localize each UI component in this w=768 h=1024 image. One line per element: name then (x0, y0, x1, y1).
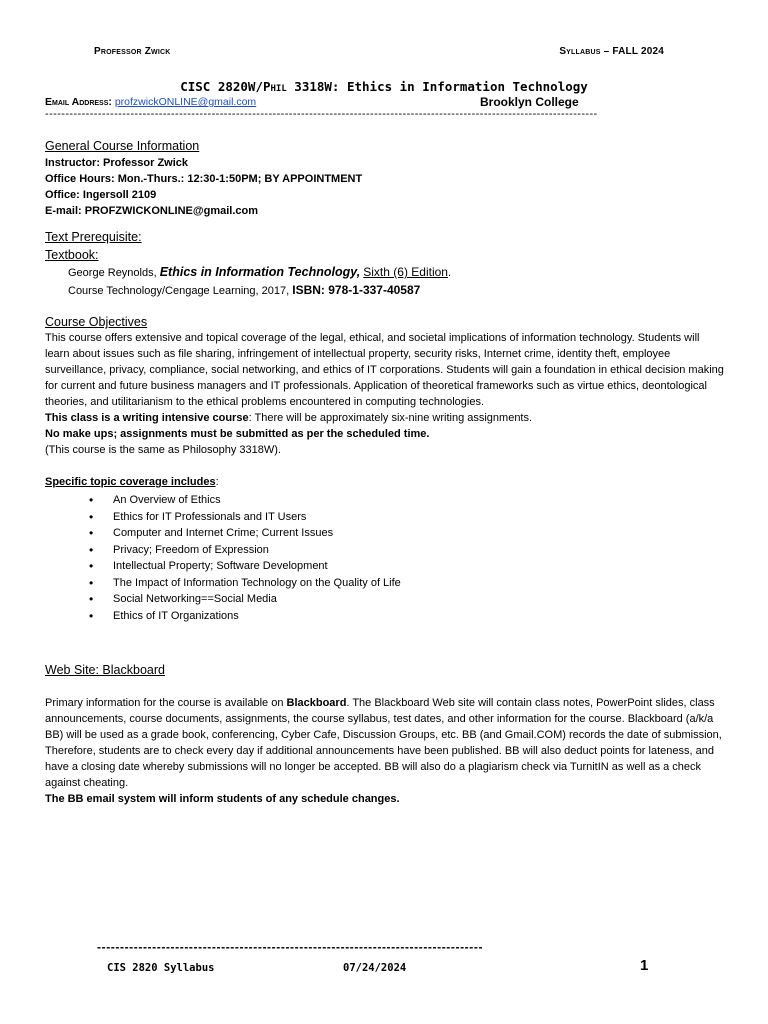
office-hours-line: Office Hours: Mon.-Thurs.: 12:30-1:50PM; BY APPOINTMENT (45, 173, 363, 185)
website-heading: Web Site: Blackboard (45, 663, 165, 677)
main-content (45, 139, 725, 807)
text-prereq-heading: Text Prerequisite: (45, 230, 142, 244)
list-item: • Computer and Internet Crime; Current Issues (45, 525, 725, 542)
list-item: • Ethics of IT Organizations (45, 608, 725, 625)
list-item: • The Impact of Information Technology on the Quality of Life (45, 575, 725, 592)
topics-heading: Specific topic coverage includes: (45, 476, 219, 488)
list-item: • Ethics for IT Professionals and IT Users (45, 509, 725, 526)
general-section (45, 139, 725, 219)
no-makeups-note: No make ups; assignments must be submitted as per the scheduled time. (45, 428, 430, 440)
writing-intensive-note: This class is a writing intensive course: There will be approximately six-nine writing assignments. (45, 412, 533, 424)
header-separator: ---------------------------------------------------------------------------------------------------------------------------------------- (45, 108, 598, 120)
website-section (45, 662, 725, 807)
website-body: Primary information for the course is available on Blackboard. The Blackboard Web site will contain class notes, PowerPoint slides, class announcements, course documents, assignments, the course syllabus, test dates, and other information for the course. Blackboard (a/k/a BB) will be used as a grade book, conferencing, Cyber Cafe, Discussion Groups, etc. BB (and Gmail.COM) records the date of submission, Therefore, students are to check every day if additional announcements have been published. BB will also deduct points for lateness, and have a closing date whereby submissions will no longer be accepted. BB will also do a plagiarism check via TurnitIN as well as a check against cheating. (45, 697, 722, 789)
page-number: 1 (640, 957, 649, 974)
text-prereq-section (45, 228, 725, 300)
list-item: • An Overview of Ethics (45, 492, 725, 509)
textbook-publisher-line: Course Technology/Cengage Learning, 2017, ISBN: 978-1-337-40587 (68, 283, 421, 297)
email-line: E-mail: PROFZWICKONLINE@gmail.com (45, 205, 259, 217)
college-name: Brooklyn College (480, 95, 579, 109)
course-title: CISC 2820W/Phil 3318W: Ethics in Information Technology (180, 79, 588, 94)
same-as-note: (This course is the same as Philosophy 3318W). (45, 444, 281, 456)
general-heading: General Course Information (45, 139, 200, 153)
list-item: • Privacy; Freedom of Expression (45, 542, 725, 559)
list-item: • Social Networking==Social Media (45, 591, 725, 608)
objectives-heading: Course Objectives (45, 315, 148, 329)
topics-list (45, 492, 725, 624)
email-label: Email Address: (45, 96, 115, 108)
email-link[interactable]: profzwickONLINE@gmail.com (114, 96, 257, 108)
footer-date: 07/24/2024 (343, 962, 407, 974)
header-professor: Professor Zwick (94, 46, 171, 57)
footer-separator: ------------------------------------------------------------------------------------ (97, 940, 484, 954)
footer-course: CIS 2820 Syllabus (107, 962, 215, 974)
instructor-line: Instructor: Professor Zwick (45, 157, 189, 169)
office-line: Office: Ingersoll 2109 (45, 189, 157, 201)
list-item: • Intellectual Property; Software Development (45, 558, 725, 575)
textbook-heading: Textbook: (45, 248, 99, 262)
topics-section (45, 474, 725, 624)
header-syllabus-term: Syllabus – FALL 2024 (559, 46, 664, 57)
bb-email-note: The BB email system will inform students of any schedule changes. (45, 793, 400, 805)
textbook-title-line: George Reynolds, Ethics in Information Technology, Sixth (6) Edition. (68, 265, 452, 279)
objectives-section (45, 314, 725, 458)
email-address-line (45, 96, 256, 108)
objectives-body: This course offers extensive and topical coverage of the legal, ethical, and societal implications of information technology. Students will learn about issues such as file sharing, infringement of intellectual property, security risks, Internet crime, identity theft, employee surveillance, privacy, compliance, social networking, and ethics of IT corporations. Students will gain a foundation in ethical decision making for current and future business managers and IT professionals. Application of theoretical frameworks such as virtue ethics, deontological theories, and utilitarianism to the ethical problems encountered in computing technologies. (45, 332, 724, 408)
